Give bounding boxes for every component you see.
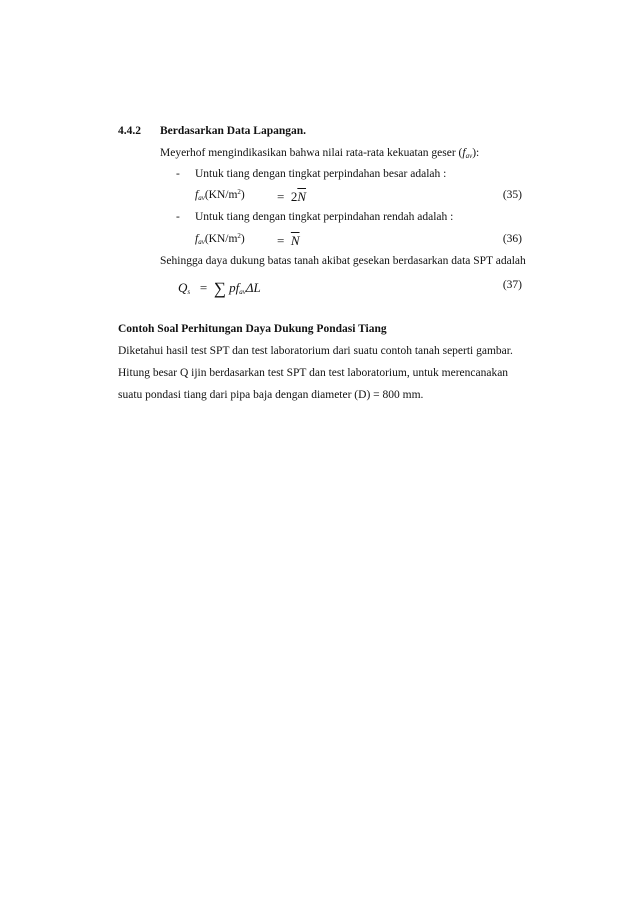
- eq-35-unit-sup: 2: [237, 188, 241, 196]
- equation-35-number: (35): [502, 189, 522, 201]
- eq-35-f: f: [195, 189, 199, 201]
- equation-37: [178, 277, 261, 297]
- eq-36-unit-close: ): [240, 233, 245, 245]
- list-item-text: Untuk tiang dengan tingkat perpindahan rendah adalah :: [195, 211, 454, 223]
- eq-37-q-sub: s: [187, 288, 191, 296]
- eq-37-q: Q: [178, 280, 188, 295]
- list-item-bullet: -: [176, 211, 180, 223]
- equation-36-lhs: [195, 233, 245, 245]
- example-line: Hitung besar Q ijin berdasarkan test SPT dan test laboratorium, untuk merencanakan: [118, 367, 509, 379]
- equation-36-rhs: [277, 233, 300, 249]
- eq-36-equals: =: [277, 233, 285, 248]
- intro-text: Meyerhof mengindikasikan bahwa nilai rata-rata kekuatan geser (: [160, 147, 463, 159]
- eq-37-f: f: [235, 280, 240, 295]
- intro-symbol: f: [462, 147, 466, 159]
- example-line: suatu pondasi tiang dari pipa baja dengan diameter (D) = 800 mm.: [118, 389, 424, 401]
- eq-35-unit-close: ): [240, 189, 245, 201]
- intro-symbol-sub: av: [465, 152, 473, 160]
- equation-37-number: (37): [502, 279, 522, 291]
- eq-36-unit: (KN/m: [204, 233, 238, 245]
- eq-36-f: f: [195, 233, 199, 245]
- eq-35-unit: (KN/m: [204, 189, 238, 201]
- eq-37-sigma: ∑: [213, 279, 226, 298]
- equation-36-number: (36): [502, 233, 522, 245]
- eq-35-equals: =: [277, 189, 285, 204]
- list-item-text: Untuk tiang dengan tingkat perpindahan besar adalah :: [195, 168, 447, 180]
- example-title: Contoh Soal Perhitungan Daya Dukung Pondasi Tiang: [118, 323, 387, 335]
- eq-35-var: $\overline{N}$: [297, 189, 307, 204]
- section-number: 4.4.2: [118, 125, 141, 137]
- eq-36-f-sub: av: [198, 238, 205, 246]
- equation-35-rhs: [277, 189, 306, 205]
- intro-tail: ):: [472, 147, 480, 159]
- list-item-bullet: -: [176, 168, 180, 180]
- equation-35-lhs: [195, 189, 245, 201]
- eq-36-unit-sup: 2: [237, 232, 241, 240]
- eq-37-delta: ΔL: [245, 280, 261, 295]
- section-title: Berdasarkan Data Lapangan.: [160, 125, 307, 137]
- eq-35-coef: 2: [290, 189, 298, 204]
- intro-paragraph: [160, 147, 479, 159]
- example-line: Diketahui hasil test SPT dan test laboratorium dari suatu contoh tanah seperti gambar.: [118, 345, 513, 357]
- eq-35-f-sub: av: [198, 194, 205, 202]
- eq-37-f-sub: av: [239, 288, 246, 296]
- conclusion-text: Sehingga daya dukung batas tanah akibat gesekan berdasarkan data SPT adalah: [160, 255, 526, 267]
- eq-37-p: p: [229, 280, 236, 295]
- eq-36-var: $\overline{N}$: [290, 233, 300, 248]
- eq-37-equals: =: [199, 280, 208, 295]
